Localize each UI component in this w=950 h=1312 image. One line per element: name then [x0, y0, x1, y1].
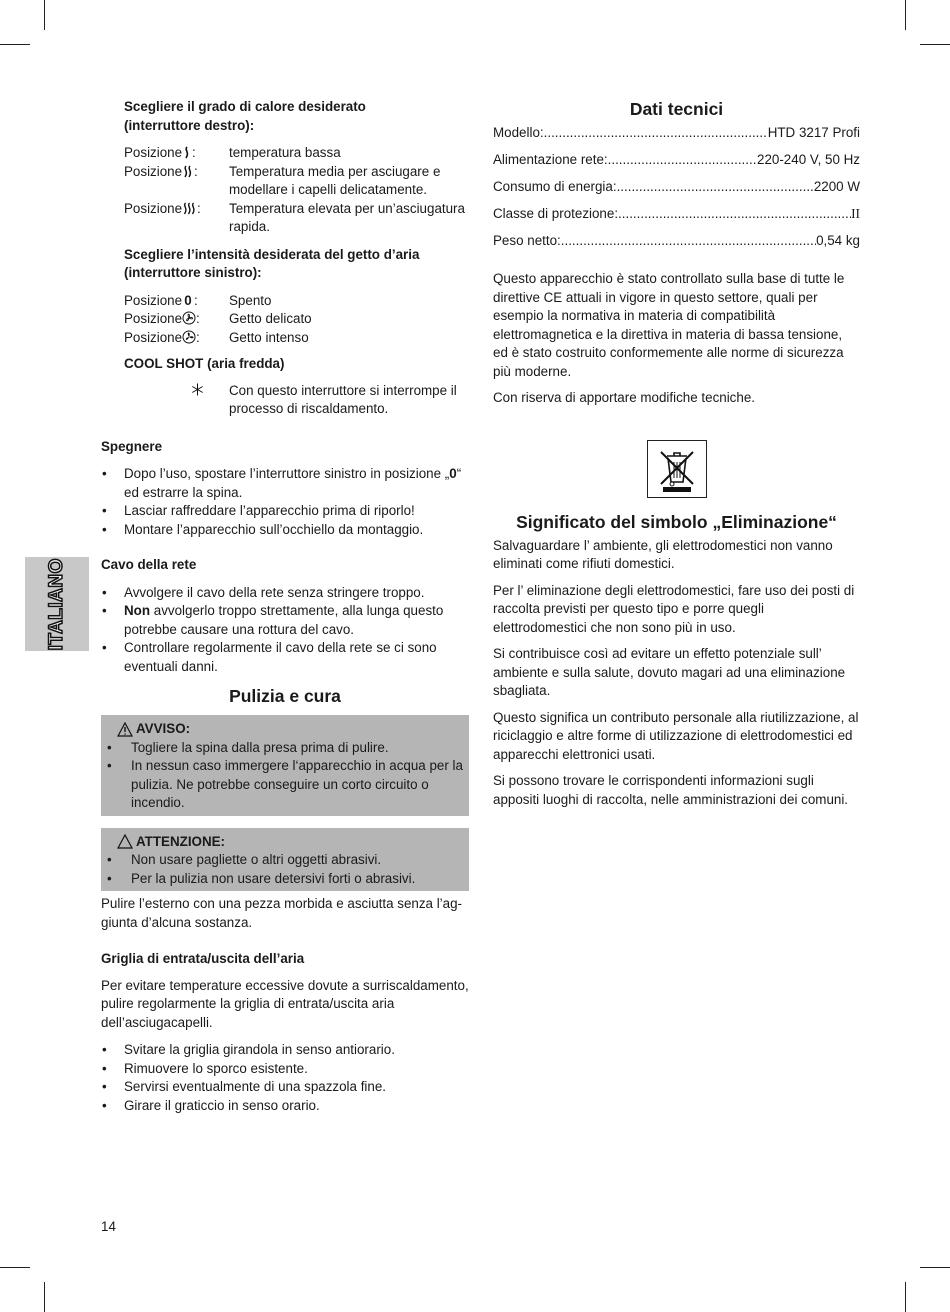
care-heading: Pulizia e cura: [229, 686, 341, 706]
cable-heading: Cavo della rete: [101, 557, 197, 572]
list-item: • Per la pulizia non usare detersivi forti o abrasivi.: [107, 870, 463, 889]
spec-key: Peso netto:: [493, 233, 561, 248]
position-desc: Getto intenso: [229, 329, 309, 345]
cool-shot-heading: COOL SHOT (aria fredda): [124, 356, 285, 371]
spec-row: [493, 205, 860, 232]
spec-row: [493, 178, 860, 205]
heat-heading: [124, 98, 469, 135]
disposal-paragraph: Si possono trovare le corrispondenti informazioni sugli appositi luoghi di raccolta, nelle amministrazioni dei comuni.: [493, 773, 849, 807]
disposal-paragraph: Questo significa un contributo personale alla riutilizzazione, al riciclaggio e altre forme di utilizzazione di elettrodomestici ed apparecchi elettronici usati.: [493, 709, 859, 762]
crop-mark: [0, 44, 30, 45]
fan-high-icon: [182, 329, 229, 348]
zero-symbol: 0: [184, 292, 192, 308]
caution-list: [107, 851, 463, 888]
grill-list: [101, 1041, 469, 1115]
crop-mark: [920, 44, 950, 45]
position-colon: :: [194, 292, 198, 308]
position-label: Posizione: [124, 292, 183, 308]
left-column: [101, 98, 469, 1115]
air-row-gentle: [124, 310, 469, 329]
list-item: [101, 602, 469, 639]
page-number: 14: [101, 1219, 116, 1234]
grill-text: Per evitare temperature eccessive dovute a surriscaldamento, pulire regolarmente la griglia di entrata/uscita aria dell’asciugacapelli.: [101, 977, 469, 1030]
disposal-paragraph: Si contribuisce così ad evitare un effetto potenziale sull’ ambiente e sulla salute, dovuto magari ad una eliminazione sbagliata.: [493, 646, 846, 698]
heat-row-mid: [124, 163, 469, 200]
spec-key: Consumo di energia:: [493, 179, 617, 194]
disposal-heading: Significato del simbolo „Eliminazione“: [516, 511, 837, 532]
heat-row-low: [124, 144, 469, 163]
list-item: • Servirsi eventualmente di una spazzola fine.: [101, 1078, 469, 1097]
grill-heading: Griglia di entrata/uscita dell’aria: [101, 951, 305, 966]
caution-title: ATTENZIONE:: [136, 833, 226, 849]
air-off-symbol: [182, 292, 229, 311]
spec-key: Classe di protezione:: [493, 206, 619, 221]
warning-title: AVVISO:: [136, 721, 191, 736]
ce-text: Questo apparecchio è stato controllato sulla base di tutte le direttive CE attuali in vigore in questo settore, quali per esempio la normativa in materia di compatibilità elettromagnetica e la direttiva in materia di bassa tensione, ed è stato costruito conformemente alle norme di sicurezza più moderne.: [493, 271, 845, 379]
spec-value: II: [851, 206, 860, 221]
disposal-paragraph: Salvaguardare l’ ambiente, gli elettrodomestici non vanno eliminati come rifiuti domestici.: [493, 537, 833, 571]
crop-mark: [905, 1282, 906, 1312]
reserve-text: Con riserva di apportare modifiche tecniche.: [493, 390, 755, 405]
spec-value: 2200 W: [813, 179, 860, 194]
fan-low-icon: [182, 310, 229, 329]
position-colon: :: [196, 311, 200, 326]
crop-mark: [0, 1267, 30, 1268]
position-colon: :: [194, 163, 198, 179]
spec-row: [493, 151, 860, 178]
heat-level-3-icon: [182, 200, 229, 237]
snowflake-icon: [124, 382, 229, 419]
language-side-tab: [25, 557, 89, 651]
clean-text: Pulire l’esterno con una pezza morbida e asciutta senza l’aggiunta d’alcuna sostanza.: [101, 896, 463, 930]
right-column: [493, 98, 860, 809]
list-item: • Controllare regolarmente il cavo della rete se ci sono eventuali danni.: [101, 639, 469, 676]
caution-triangle-icon: [117, 834, 133, 849]
caution-box: [101, 828, 469, 892]
list-item: • Lasciar raffreddare l’apparecchio prima di riporlo!: [101, 502, 469, 521]
air-heading-line: (interruttore sinistro):: [124, 265, 262, 280]
warning-head: [107, 720, 463, 739]
weee-bin-icon: [647, 440, 707, 498]
crop-mark: [44, 0, 45, 30]
warning-triangle-icon: [117, 722, 133, 737]
heat-level-1-icon: [182, 144, 229, 163]
spec-value: 0,54 kg: [816, 233, 860, 248]
position-label: Posizione: [124, 329, 183, 345]
spec-row: [493, 124, 860, 151]
cool-shot-row: [124, 382, 469, 419]
list-item: • Non usare pagliette o altri oggetti abrasivi.: [107, 851, 463, 870]
warning-box: [101, 715, 469, 816]
heat-level-2-icon: [182, 163, 229, 200]
position-colon: :: [197, 200, 201, 216]
list-item: • In nessun caso immergere l‘apparecchio in acqua per la pulizia. Ne potrebbe conseguire un corto circuito o incendio.: [107, 757, 463, 813]
heat-section: [101, 98, 469, 419]
list-item: • Svitare la griglia girandola in senso antiorario.: [101, 1041, 469, 1060]
list-item: [101, 465, 469, 502]
spec-key: Alimentazione rete:: [493, 152, 608, 167]
position-colon: :: [192, 145, 196, 160]
disposal-paragraph: Per l’ eliminazione degli elettrodomestici, fare uso dei posti di raccolta previsti per questo tipo e porre quegli elettrodomestici che non sono più in uso.: [493, 582, 855, 635]
list-item: • Montare l’apparecchio sull’occhiello da montaggio.: [101, 521, 469, 540]
cable-list: [101, 584, 469, 677]
heat-heading-line: (interruttore destro):: [124, 117, 255, 133]
spec-value: 220-240 V, 50 Hz: [757, 152, 860, 167]
heat-row-high: [124, 200, 469, 237]
position-colon: :: [196, 329, 200, 345]
position-desc: Getto delicato: [229, 311, 312, 326]
heat-heading-line: Scegliere il grado di calore desiderato: [124, 99, 366, 114]
position-label: Posizione: [124, 163, 183, 179]
list-item-text: “ ed estrarre la spina.: [124, 466, 462, 500]
list-item-text: avvolgerlo troppo strettamente, alla lunga questo potrebbe causare una rottura del cavo.: [124, 603, 444, 637]
position-desc: temperatura bassa: [229, 145, 341, 160]
caution-head: [107, 833, 463, 852]
air-heading-line: Scegliere l’intensità desiderata del getto d’aria: [124, 246, 420, 262]
position-label: Posizione: [124, 311, 183, 326]
warning-list: [107, 739, 463, 813]
air-row-strong: [124, 329, 469, 348]
spec-list: [493, 124, 860, 259]
language-label: ITALIANO: [45, 557, 67, 651]
crop-mark: [44, 1282, 45, 1312]
switch-off-heading: Spegnere: [101, 438, 163, 454]
list-item: • Rimuovere lo sporco esistente.: [101, 1060, 469, 1079]
spec-row: [493, 232, 860, 259]
spec-value: HTD 3217 Profi: [767, 125, 860, 140]
spec-key: Modello:: [493, 125, 544, 140]
air-heading: [124, 246, 469, 283]
crop-mark: [920, 1267, 950, 1268]
list-item: • Girare il graticcio in senso orario.: [101, 1097, 469, 1116]
position-label: Posizione: [124, 200, 183, 216]
list-item: • Togliere la spina dalla presa prima di pulire.: [107, 739, 463, 758]
position-desc: Spento: [229, 292, 272, 308]
tech-heading: Dati tecnici: [629, 99, 724, 119]
position-label: Posizione: [124, 145, 183, 160]
air-row-off: [124, 292, 469, 311]
crop-mark: [905, 0, 906, 30]
position-desc: Temperatura media per asciugare e modellare i capelli delicatamente.: [229, 163, 441, 197]
list-item-text: Dopo l’uso, spostare l’interruttore sinistro in posizione „: [124, 466, 450, 481]
cool-shot-desc: Con questo interruttore si interrompe il processo di riscaldamento.: [229, 382, 457, 416]
list-item: • Avvolgere il cavo della rete senza stringere troppo.: [101, 584, 469, 603]
position-desc: Temperatura elevata per un’asciugatura rapida.: [229, 200, 465, 234]
switch-off-list: [101, 465, 469, 539]
list-item-bold: Non: [124, 603, 151, 618]
list-item-bold: 0: [449, 466, 457, 481]
